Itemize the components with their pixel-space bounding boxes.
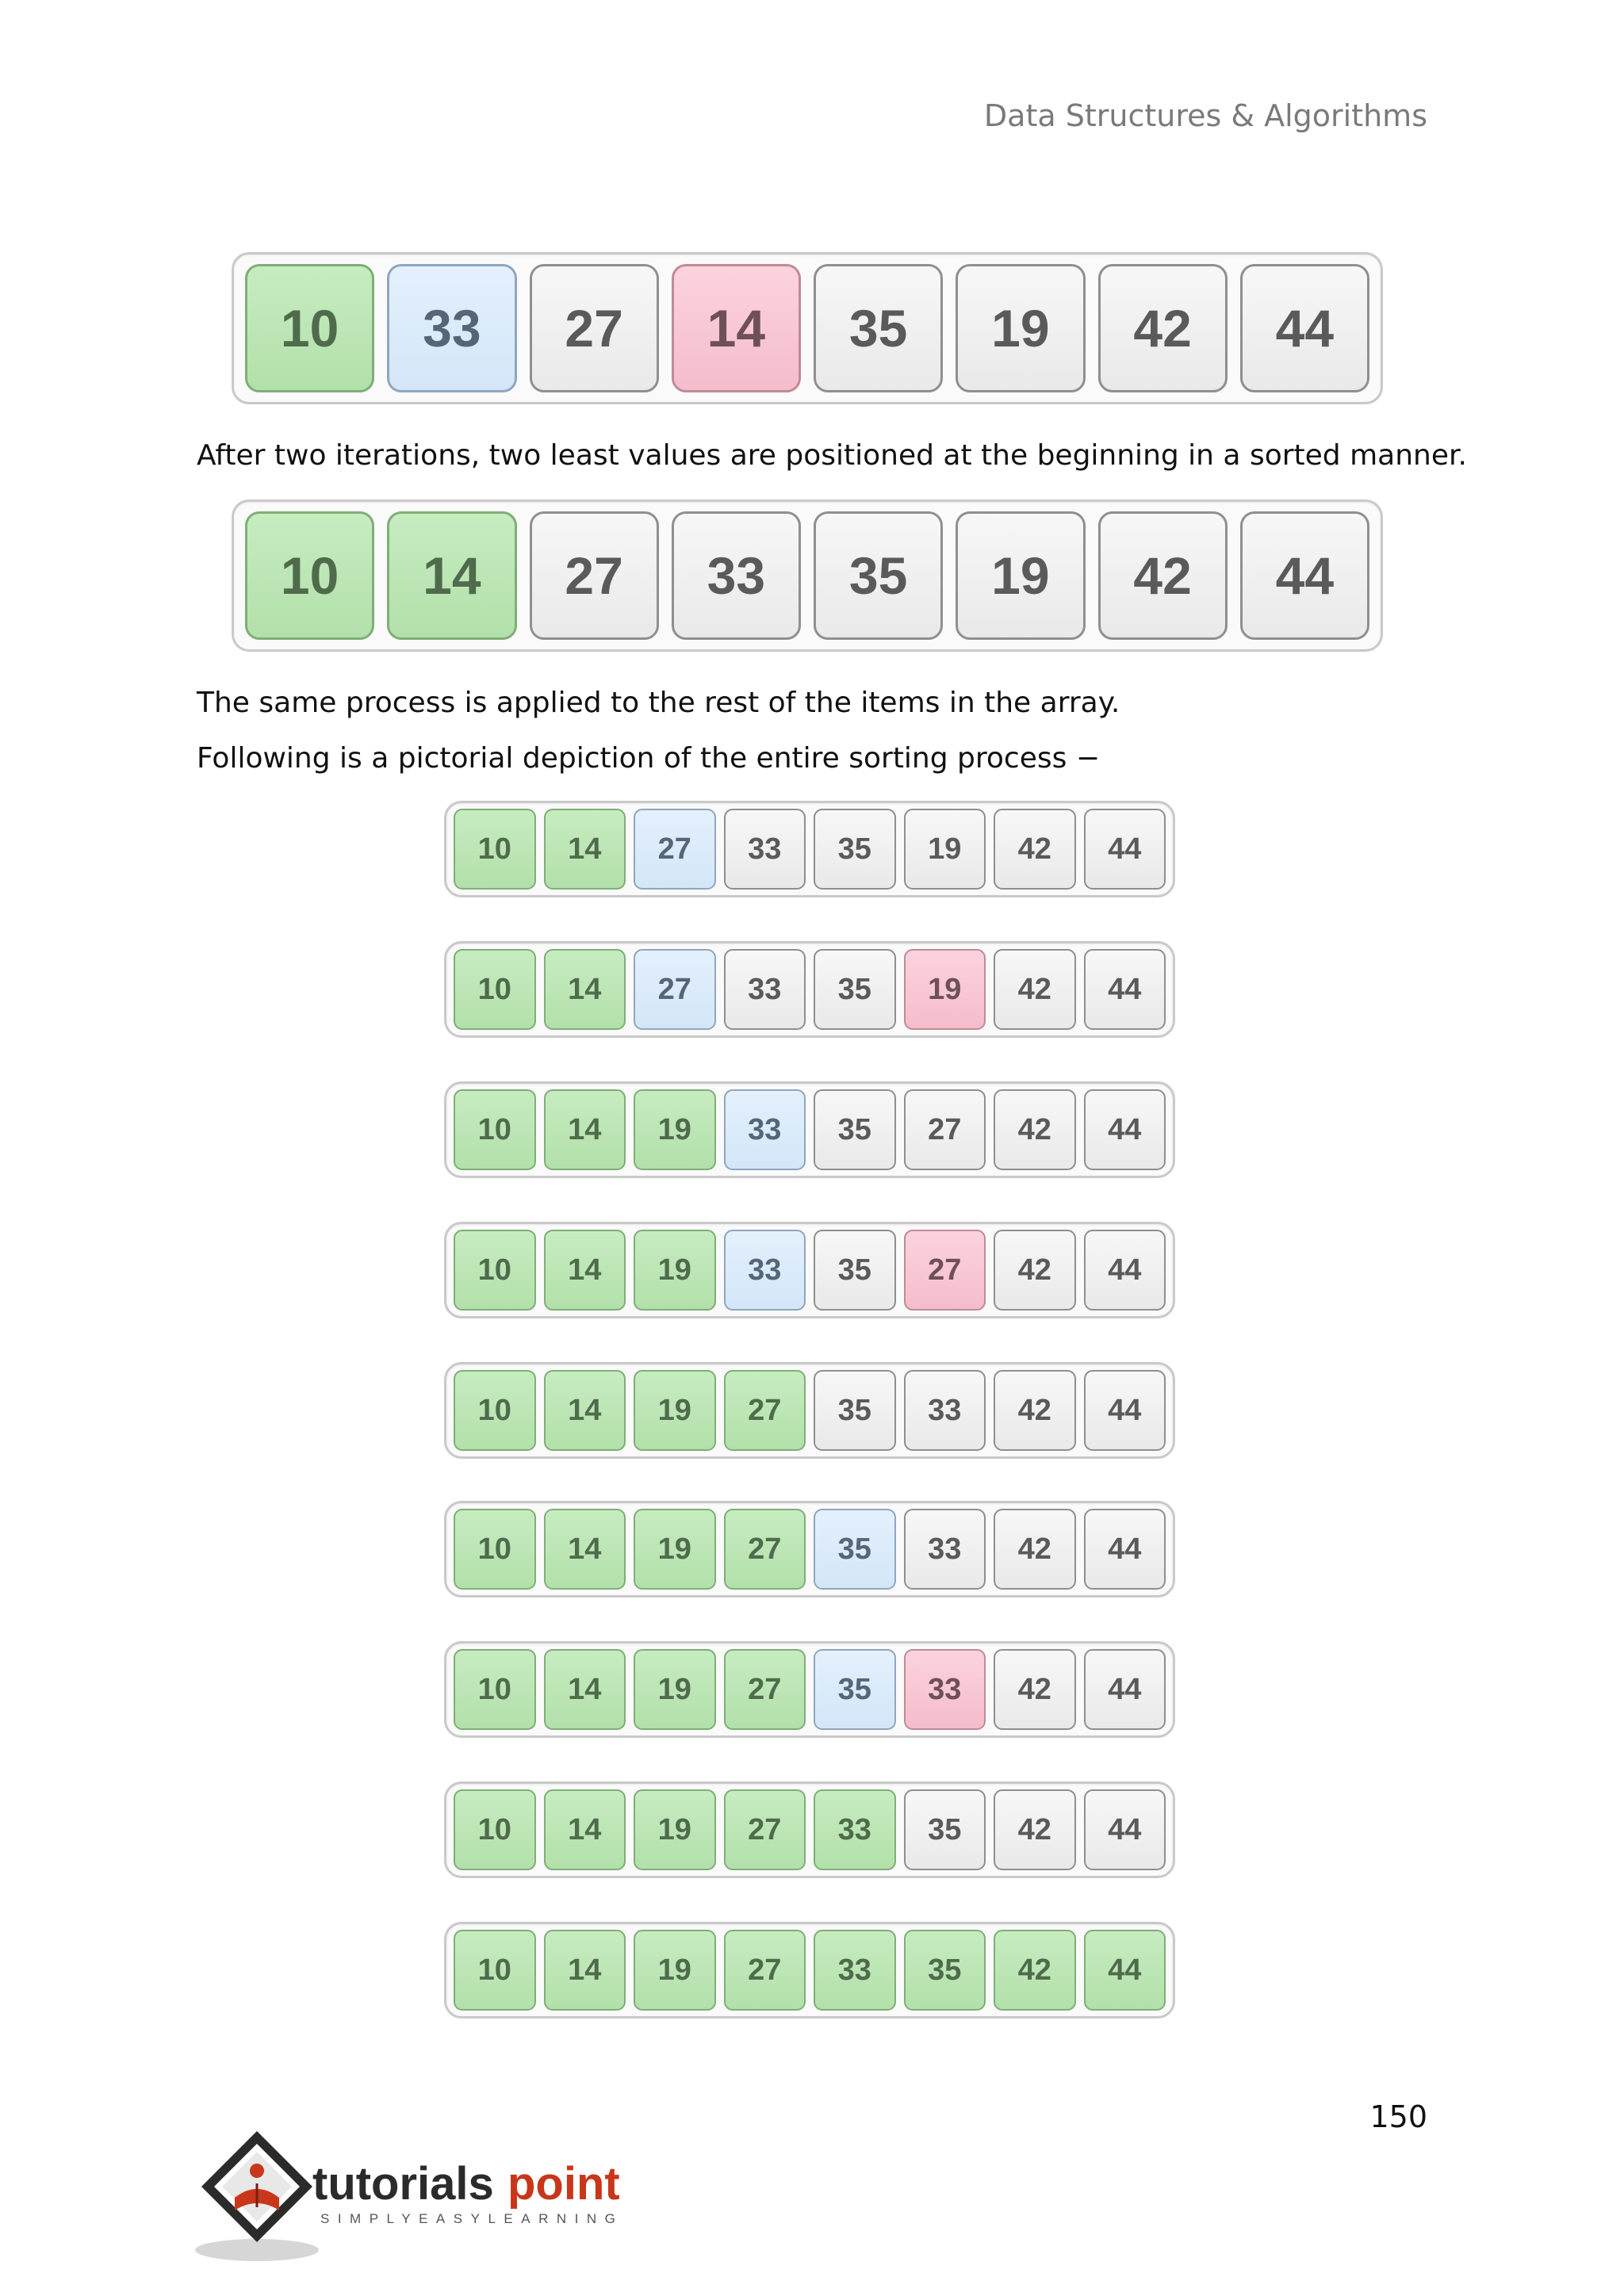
array-cell: 19 bbox=[634, 1930, 716, 2011]
process-step-7 bbox=[444, 1641, 1175, 1738]
array-cell: 42 bbox=[994, 809, 1076, 890]
array-cell: 14 bbox=[672, 264, 801, 392]
array-row bbox=[454, 1649, 1166, 1730]
array-cell: 27 bbox=[530, 264, 659, 392]
process-step-9 bbox=[444, 1922, 1175, 2019]
array-cell: 33 bbox=[672, 511, 801, 640]
array-cell: 42 bbox=[994, 1089, 1076, 1170]
array-cell: 33 bbox=[904, 1649, 986, 1730]
paragraph-after-two-iterations: After two iterations, two least values are positioned at the beginning in a sorted manner. bbox=[197, 439, 1467, 472]
array-cell: 44 bbox=[1084, 1089, 1166, 1170]
array-cell: 33 bbox=[814, 1930, 896, 2011]
array-cell: 14 bbox=[544, 1089, 626, 1170]
array-cell: 44 bbox=[1084, 1370, 1166, 1451]
array-cell: 27 bbox=[634, 809, 716, 890]
array-cell: 10 bbox=[454, 1370, 536, 1451]
array-cell: 14 bbox=[544, 1789, 626, 1870]
array-cell: 10 bbox=[454, 949, 536, 1030]
array-row bbox=[454, 1930, 1166, 2011]
array-cell: 19 bbox=[904, 949, 986, 1030]
array-cell: 33 bbox=[724, 1230, 806, 1311]
array-cell: 42 bbox=[994, 1509, 1076, 1590]
array-cell: 14 bbox=[387, 511, 516, 640]
array-cell: 42 bbox=[994, 1370, 1076, 1451]
array-cell: 35 bbox=[814, 949, 896, 1030]
array-row bbox=[454, 949, 1166, 1030]
process-step-5 bbox=[444, 1362, 1175, 1459]
process-step-3 bbox=[444, 1081, 1175, 1178]
array-cell: 10 bbox=[454, 809, 536, 890]
array-cell: 44 bbox=[1084, 1789, 1166, 1870]
array-cell: 14 bbox=[544, 1930, 626, 2011]
page-number: 150 bbox=[1369, 2099, 1427, 2134]
array-cell: 44 bbox=[1084, 1649, 1166, 1730]
array-cell: 19 bbox=[634, 1230, 716, 1311]
array-cell: 44 bbox=[1240, 264, 1369, 392]
array-cell: 10 bbox=[454, 1509, 536, 1590]
array-cell: 19 bbox=[634, 1789, 716, 1870]
array-cell: 42 bbox=[994, 1930, 1076, 2011]
array-cell: 27 bbox=[634, 949, 716, 1030]
array-cell: 33 bbox=[904, 1509, 986, 1590]
array-cell: 42 bbox=[994, 1230, 1076, 1311]
array-row bbox=[454, 1789, 1166, 1870]
process-step-6 bbox=[444, 1501, 1175, 1598]
array-cell: 19 bbox=[956, 511, 1085, 640]
array-cell: 19 bbox=[634, 1370, 716, 1451]
array-cell: 27 bbox=[904, 1089, 986, 1170]
array-row bbox=[245, 264, 1369, 392]
array-cell: 42 bbox=[994, 1649, 1076, 1730]
array-cell: 44 bbox=[1084, 949, 1166, 1030]
array-cell: 27 bbox=[724, 1370, 806, 1451]
process-step-2 bbox=[444, 941, 1175, 1038]
tutorialspoint-logo bbox=[193, 2125, 638, 2267]
paragraph-following: Following is a pictorial depiction of the entire sorting process − bbox=[197, 742, 1100, 775]
paragraph-same-process: The same process is applied to the rest of the items in the array. bbox=[197, 687, 1120, 719]
array-cell: 14 bbox=[544, 1649, 626, 1730]
array-cell: 10 bbox=[454, 1230, 536, 1311]
array-cell: 42 bbox=[994, 1789, 1076, 1870]
array-cell: 10 bbox=[454, 1089, 536, 1170]
array-cell: 27 bbox=[724, 1649, 806, 1730]
array-cell: 35 bbox=[814, 1649, 896, 1730]
array-cell: 42 bbox=[1098, 511, 1228, 640]
array-cell: 33 bbox=[724, 809, 806, 890]
array-cell: 27 bbox=[724, 1789, 806, 1870]
array-cell: 19 bbox=[956, 264, 1085, 392]
array-cell: 14 bbox=[544, 949, 626, 1030]
array-cell: 33 bbox=[724, 949, 806, 1030]
array-cell: 14 bbox=[544, 1509, 626, 1590]
array-cell: 35 bbox=[814, 511, 943, 640]
array-cell: 19 bbox=[904, 809, 986, 890]
array-cell: 14 bbox=[544, 1230, 626, 1311]
array-row bbox=[454, 1230, 1166, 1311]
array-cell: 42 bbox=[1098, 264, 1228, 392]
array-cell: 10 bbox=[454, 1789, 536, 1870]
array-cell: 44 bbox=[1084, 1930, 1166, 2011]
running-header: Data Structures & Algorithms bbox=[983, 98, 1427, 133]
array-cell: 35 bbox=[904, 1789, 986, 1870]
array-cell: 10 bbox=[245, 264, 374, 392]
array-row bbox=[454, 809, 1166, 890]
array-cell: 35 bbox=[814, 1089, 896, 1170]
array-cell: 27 bbox=[530, 511, 659, 640]
array-cell: 35 bbox=[814, 264, 943, 392]
array-cell: 10 bbox=[245, 511, 374, 640]
array-cell: 14 bbox=[544, 1370, 626, 1451]
array-cell: 27 bbox=[904, 1230, 986, 1311]
array-row bbox=[245, 511, 1369, 640]
array-cell: 33 bbox=[387, 264, 516, 392]
array-cell: 35 bbox=[814, 1509, 896, 1590]
array-cell: 33 bbox=[904, 1370, 986, 1451]
array-second bbox=[232, 499, 1383, 652]
array-cell: 44 bbox=[1084, 1509, 1166, 1590]
logo-text-accent: point bbox=[508, 2158, 620, 2210]
array-cell: 27 bbox=[724, 1509, 806, 1590]
array-cell: 19 bbox=[634, 1509, 716, 1590]
array-top bbox=[232, 252, 1383, 404]
array-row bbox=[454, 1089, 1166, 1170]
array-cell: 19 bbox=[634, 1089, 716, 1170]
array-cell: 35 bbox=[814, 809, 896, 890]
process-step-8 bbox=[444, 1781, 1175, 1878]
array-cell: 19 bbox=[634, 1649, 716, 1730]
array-row bbox=[454, 1370, 1166, 1451]
array-cell: 27 bbox=[724, 1930, 806, 2011]
array-cell: 10 bbox=[454, 1930, 536, 2011]
array-cell: 35 bbox=[904, 1930, 986, 2011]
logo-tagline: SIMPLYEASYLEARNING bbox=[320, 2211, 624, 2226]
array-cell: 44 bbox=[1240, 511, 1369, 640]
array-row bbox=[454, 1509, 1166, 1590]
array-cell: 35 bbox=[814, 1230, 896, 1311]
array-cell: 44 bbox=[1084, 1230, 1166, 1311]
array-cell: 35 bbox=[814, 1370, 896, 1451]
array-cell: 33 bbox=[814, 1789, 896, 1870]
array-cell: 10 bbox=[454, 1649, 536, 1730]
logo-text-main: tutorials bbox=[312, 2158, 494, 2210]
array-cell: 44 bbox=[1084, 809, 1166, 890]
array-cell: 14 bbox=[544, 809, 626, 890]
array-cell: 33 bbox=[724, 1089, 806, 1170]
process-step-4 bbox=[444, 1222, 1175, 1318]
array-cell: 42 bbox=[994, 949, 1076, 1030]
process-step-1 bbox=[444, 801, 1175, 897]
